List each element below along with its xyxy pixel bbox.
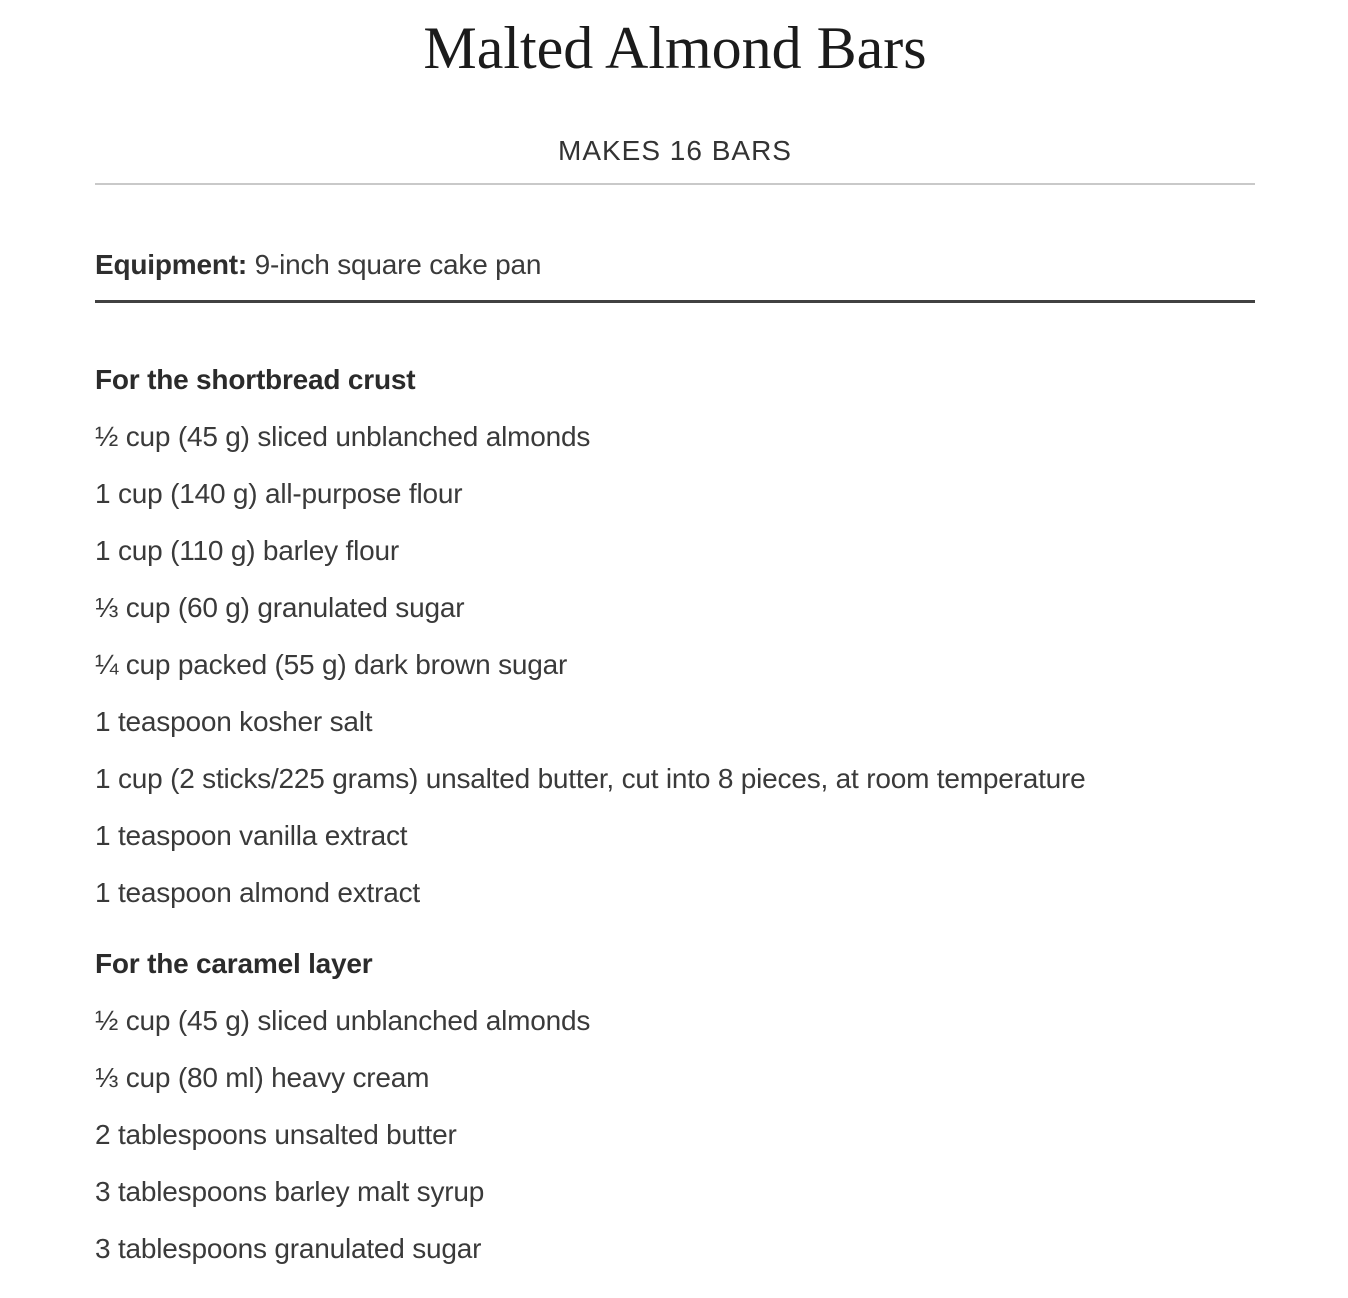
ingredient-item: 1 cup (140 g) all-purpose flour (95, 478, 463, 509)
equipment-label: Equipment: (95, 249, 247, 280)
equipment-line (95, 248, 1255, 282)
ingredient-item: 3 tablespoons granulated sugar (95, 1233, 482, 1264)
ingredient-item: 1 cup (2 sticks/225 grams) unsalted butter, cut into 8 pieces, at room temperature (95, 763, 1086, 794)
divider-light (95, 183, 1255, 185)
ingredient-item: 1 teaspoon vanilla extract (95, 820, 408, 851)
ingredient-item: ½ cup (45 g) sliced unblanched almonds (95, 421, 591, 452)
ingredient-item: ¼ cup packed (55 g) dark brown sugar (95, 649, 568, 680)
divider-dark (95, 300, 1255, 303)
ingredient-item: ⅓ cup (80 ml) heavy cream (95, 1062, 430, 1093)
ingredient-item: 1 teaspoon almond extract (95, 877, 420, 908)
ingredient-item: 3 tablespoons barley malt syrup (95, 1176, 485, 1207)
ingredient-item: 1 cup (110 g) barley flour (95, 535, 400, 566)
ingredient-item: ⅓ cup (60 g) granulated sugar (95, 592, 465, 623)
recipe-title: Malted Almond Bars (423, 15, 927, 81)
section-heading-shortbread-crust: For the shortbread crust (95, 364, 416, 395)
ingredient-item: ½ cup (45 g) sliced unblanched almonds (95, 1005, 591, 1036)
recipe-yield: MAKES 16 BARS (558, 135, 792, 166)
ingredient-item: 1 teaspoon kosher salt (95, 706, 373, 737)
section-heading-caramel-layer: For the caramel layer (95, 948, 373, 979)
equipment-value: 9-inch square cake pan (254, 249, 542, 280)
ingredient-item: 2 tablespoons unsalted butter (95, 1119, 457, 1150)
